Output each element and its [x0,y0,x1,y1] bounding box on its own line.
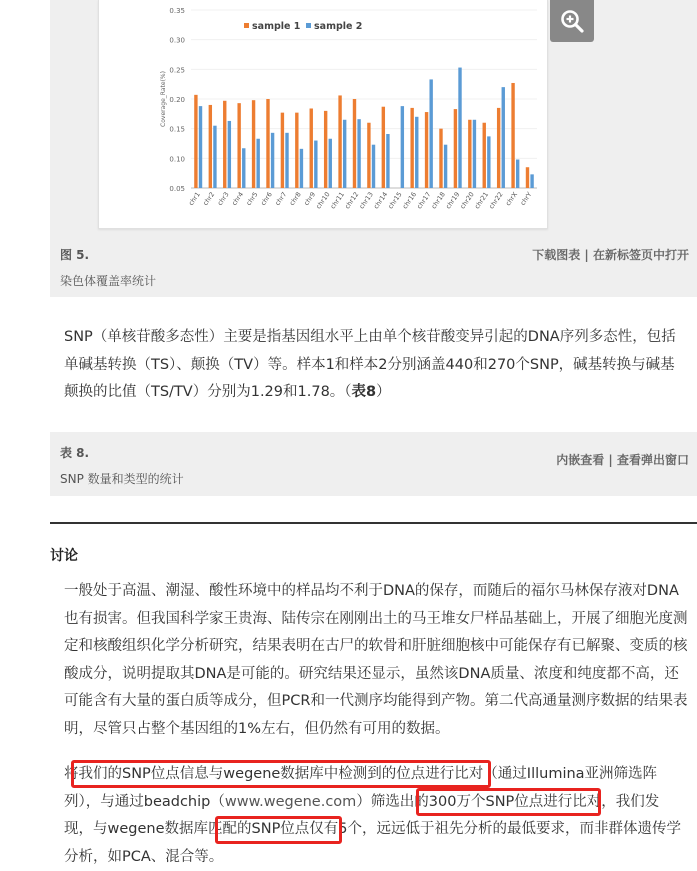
bar-sample2 [242,148,245,188]
bar-sample2 [415,117,418,188]
bar-sample2 [444,145,447,188]
x-tick-label: chr10 [314,190,332,211]
magnifier-plus-icon [559,8,585,34]
bar-sample1 [324,111,327,188]
x-tick-label: chr13 [357,190,375,211]
x-tick-label: chr19 [444,190,462,211]
table-label: 表 8. [60,446,90,460]
bar-sample2 [473,120,476,188]
legend-swatch [306,23,311,28]
x-tick-label: chr6 [259,190,274,208]
bar-sample1 [252,100,255,188]
chart-card[interactable] [98,0,548,229]
discussion-paragraph-2-a: 将我们的SNP位点信息与wegene数据库中检测到的位点进行比对（通过Illumina亚洲筛选阵列），与通过beadchip（ [64,766,658,810]
figure-links[interactable]: 下载图表 | 在新标签页中打开 [532,248,689,262]
x-tick-label: chr5 [244,190,260,208]
legend-swatch [244,23,249,28]
bar-sample1 [468,120,471,188]
snp-paragraph-tail: ） [376,384,391,400]
y-tick-label: 0.20 [169,96,185,104]
y-tick-label: 0.15 [169,125,185,134]
bar-sample2 [228,121,231,188]
bar-sample1 [209,105,212,188]
bar-sample1 [338,95,341,188]
bar-sample1 [237,103,240,188]
x-tick-label: chr3 [215,190,231,208]
bar-sample1 [295,113,298,188]
discussion-heading: 讨论 [50,548,78,564]
x-tick-label: chr20 [458,190,476,211]
bar-sample1 [425,112,428,188]
x-tick-label: chrX [503,190,520,208]
bar-sample2 [487,136,490,188]
x-tick-label: chr21 [472,190,491,211]
bar-sample2 [516,160,519,188]
bar-sample1 [266,99,269,188]
bar-sample1 [526,167,529,188]
bar-sample1 [367,123,370,188]
figure-caption: 染色体覆盖率统计 [60,274,157,288]
x-tick-label: chrY [518,190,534,207]
y-tick-label: 0.05 [169,185,185,193]
table-links[interactable]: 内嵌查看 | 查看弹出窗口 [556,453,689,467]
bar-sample2 [401,106,404,188]
table8-link[interactable]: 表8 [351,384,377,400]
bar-sample2 [285,133,288,188]
bar-sample2 [386,134,389,188]
x-tick-label: chr8 [287,190,303,208]
zoom-button[interactable] [550,0,594,42]
x-tick-label: chr11 [328,190,347,211]
highlight-box-compare [71,760,491,788]
table-caption: SNP 数量和类型的统计 [60,472,184,486]
bar-sample1 [497,108,500,188]
bar-sample2 [199,106,202,188]
y-tick-label: 0.10 [169,155,185,164]
bar-sample2 [300,149,303,188]
bar-sample1 [382,107,385,188]
bar-sample2 [314,141,317,188]
bar-sample2 [357,119,360,188]
coverage-bar-chart [99,0,547,228]
bar-sample1 [410,108,413,188]
x-tick-label: chr15 [386,190,404,211]
x-tick-label: chr16 [400,190,419,211]
bar-sample2 [343,120,346,188]
x-tick-label: chr1 [186,190,202,208]
bar-sample2 [329,139,332,188]
section-divider [50,522,697,524]
y-axis-label: Coverage_Rate(%) [160,71,167,127]
bar-sample2 [256,139,259,188]
x-tick-label: chr18 [429,190,447,211]
figure-label: 图 5. [60,248,90,262]
bar-sample2 [502,87,505,188]
discussion-paragraph-2-b: ）筛选出的300万个SNP位点进行比对，我们发现，与wegene数据库匹配的SNP位点仅有5个，远远低于祖先分析的最低要求，而非群体遗传学分析，如PCA、混合等。 [64,793,682,865]
snp-paragraph-text: SNP（单核苷酸多态性）主要是指基因组水平上由单个核苷酸变异引起的DNA序列多态性，包括单碱基转换（TS）、颠换（TV）等。样本1和样本2分别涵盖440和270个SNP，碱基转换与碱基颠换的比值（TS/TV）分别为1.29和1.78。（ [64,329,676,400]
x-tick-label: chr22 [487,190,505,211]
x-tick-label: chr17 [415,190,433,211]
bar-sample1 [194,95,197,188]
snp-paragraph [64,324,688,407]
bar-sample2 [213,126,216,188]
bar-sample1 [483,123,486,188]
highlight-box-3m-snp [416,788,601,816]
x-tick-label: chr4 [230,190,246,208]
legend-label: sample 2 [314,21,363,32]
discussion-paragraph-1: 一般处于高温、潮湿、酸性环境中的样品均不利于DNA的保存，而随后的福尔马林保存液对DNA也有损害。但我国科学家王贵海、陆传宗在刚刚出土的马王堆女尸样品基础上，开展了细胞光度测定和核酸组织化学分析研究，结果表明在古尸的软骨和肝脏细胞核中可能保存有已解聚、变质的核酸成分，说明提取其DNA是可能的。研究结果还显示，虽然该DNA质量、浓度和纯度都不高，还可能含有大量的蛋白质等成分，但PCR和一代测序均能得到产物。第二代高通量测序数据的结果表明，尽管只占整个基因组的1%左右，但仍然有可用的数据。 [64,583,688,737]
highlight-box-5-snp [215,816,342,844]
bar-sample1 [353,99,356,188]
bar-sample2 [429,79,432,188]
y-tick-label: 0.35 [169,7,185,15]
y-tick-label: 0.25 [169,66,185,75]
x-tick-label: chr9 [302,190,318,208]
legend-label: sample 1 [252,21,301,32]
bar-sample1 [439,129,442,188]
bar-sample2 [372,145,375,188]
bar-sample1 [281,113,284,188]
bar-sample2 [271,133,274,188]
bar-sample1 [223,101,226,188]
x-tick-label: chr7 [273,190,289,208]
x-tick-label: chr12 [343,190,361,211]
bar-sample2 [530,174,533,188]
wegene-url[interactable]: www.wegene.com [224,793,357,810]
bar-sample2 [458,68,461,188]
x-tick-label: chr14 [372,190,390,211]
y-tick-label: 0.30 [169,36,185,45]
table-panel [50,432,697,496]
bar-sample1 [310,108,313,188]
bar-sample1 [454,109,457,188]
x-tick-label: chr2 [201,190,217,208]
bar-sample1 [511,83,514,188]
